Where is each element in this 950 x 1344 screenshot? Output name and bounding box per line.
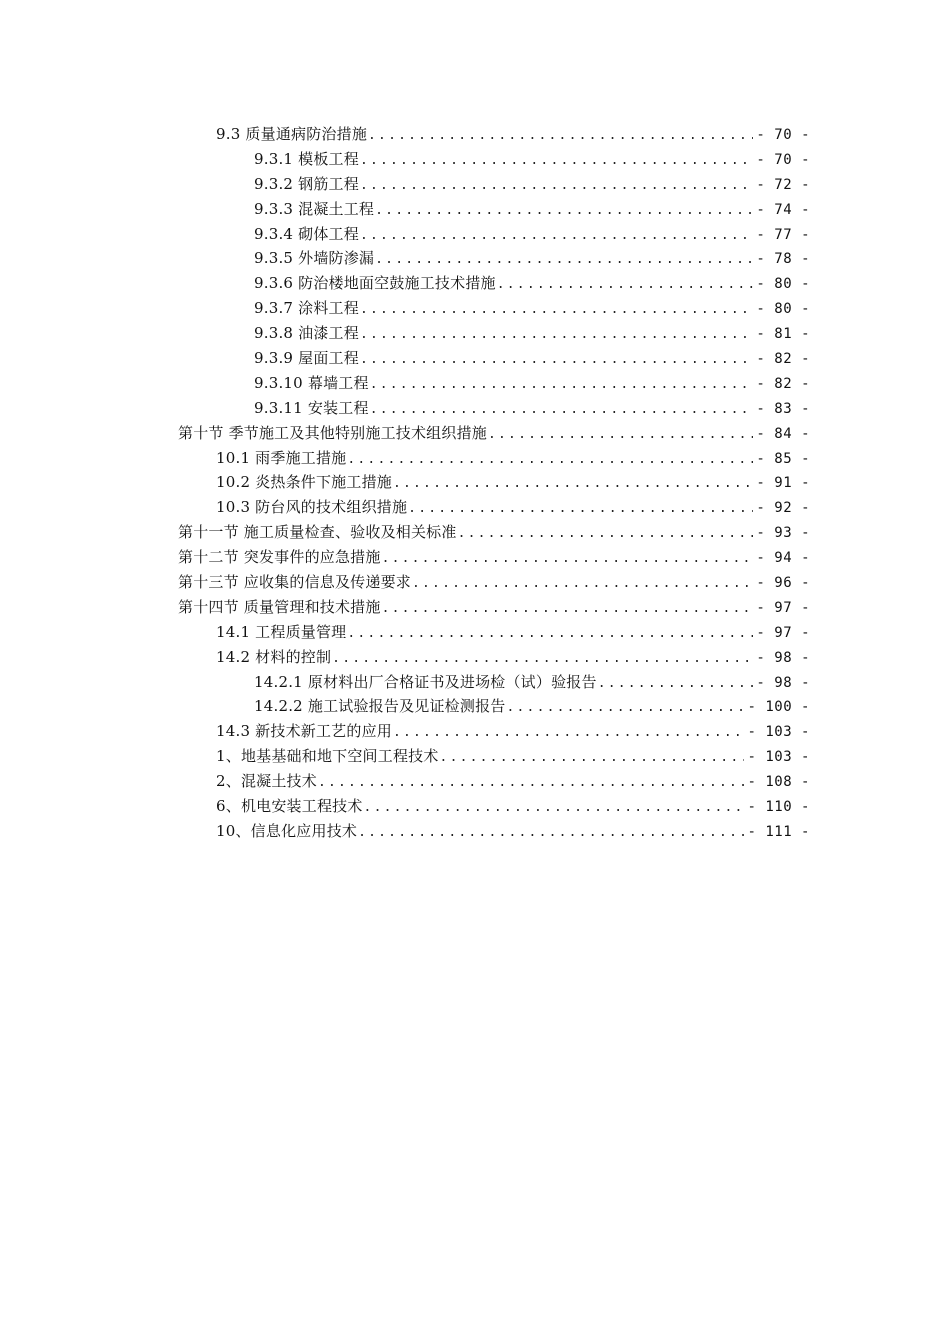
- toc-entry-10-3[interactable]: [178, 495, 810, 520]
- toc-dot-leader: [360, 348, 753, 371]
- toc-page-number: - 70 -: [756, 151, 810, 168]
- toc-page-number: - 92 -: [756, 500, 810, 517]
- toc-entry-label: 第十三节 应收集的信息及传递要求: [178, 573, 411, 592]
- toc-dot-leader: [332, 647, 753, 670]
- toc-dot-leader: [598, 672, 754, 695]
- toc-entry-9-3-6[interactable]: [178, 271, 810, 296]
- toc-dot-leader: [488, 423, 753, 446]
- toc-page-number: - 97 -: [756, 599, 810, 616]
- toc-entry-9-3-7[interactable]: [178, 296, 810, 321]
- toc-entry-label: 9.3.5 外墙防渗漏: [254, 249, 375, 268]
- toc-page-number: - 80 -: [756, 276, 810, 293]
- toc-entry-10-2[interactable]: [178, 470, 810, 495]
- toc-page-number: - 96 -: [756, 575, 810, 592]
- toc-page-number: - 70 -: [756, 127, 810, 143]
- toc-dot-leader: [360, 298, 753, 321]
- toc-dot-leader: [412, 572, 753, 595]
- toc-dot-leader: [408, 497, 753, 520]
- toc-entry-label: 14.2.1 原材料出厂合格证书及进场检（试）验报告: [254, 672, 597, 691]
- toc-dot-leader: [393, 721, 745, 744]
- toc-page-number: - 111 -: [747, 823, 810, 840]
- toc-entry-9-3-10[interactable]: [178, 371, 810, 396]
- toc-dot-leader: [360, 323, 753, 346]
- table-of-contents: [178, 122, 810, 844]
- toc-dot-leader: [393, 472, 753, 495]
- toc-entry-9-3-2[interactable]: [178, 172, 810, 197]
- toc-dot-leader: [497, 273, 754, 296]
- toc-page-number: - 103 -: [747, 749, 810, 766]
- toc-entry-label: 10、信息化应用技术: [216, 821, 358, 840]
- toc-entry-label: 9.3.11 安装工程: [254, 398, 369, 417]
- toc-entry-label: 14.2 材料的控制: [216, 647, 332, 666]
- toc-dot-leader: [364, 796, 745, 819]
- toc-entry-label: 第十二节 突发事件的应急措施: [178, 548, 381, 567]
- toc-page-number: - 93 -: [756, 525, 810, 542]
- toc-entry-14-3[interactable]: [178, 719, 810, 744]
- toc-page-number: - 94 -: [756, 550, 810, 567]
- toc-page-number: - 82 -: [756, 351, 810, 368]
- toc-dot-leader: [506, 696, 744, 719]
- toc-entry-label: 9.3.3 混凝土工程: [254, 199, 375, 218]
- toc-dot-leader: [458, 522, 754, 545]
- toc-entry-section-11[interactable]: [178, 520, 810, 545]
- toc-entry-label: 10.3 防台风的技术组织措施: [216, 498, 408, 517]
- toc-entry-label: 9.3.2 钢筋工程: [254, 174, 359, 193]
- toc-dot-leader: [370, 373, 754, 396]
- toc-entry-label: 9.3.4 砌体工程: [254, 224, 359, 243]
- toc-entry-label: 9.3.1 模板工程: [254, 149, 359, 168]
- toc-entry-14-2-1[interactable]: [178, 670, 810, 695]
- toc-entry-label: 10.1 雨季施工措施: [216, 448, 347, 467]
- toc-entry-label: 9.3.7 涂料工程: [254, 299, 359, 318]
- toc-entry-section-10[interactable]: [178, 421, 810, 446]
- toc-dot-leader: [358, 821, 744, 844]
- toc-entry-section-13[interactable]: [178, 570, 810, 595]
- toc-page-number: - 98 -: [756, 649, 810, 666]
- toc-entry-label: 第十一节 施工质量检查、验收及相关标准: [178, 523, 457, 542]
- toc-page-number: - 74 -: [756, 201, 810, 218]
- toc-dot-leader: [375, 248, 753, 271]
- toc-entry-label: 14.1 工程质量管理: [216, 622, 347, 641]
- toc-entry-tech-2[interactable]: [178, 769, 810, 794]
- toc-entry-label: 9.3 质量通病防治措施: [216, 125, 368, 143]
- toc-entry-9-3-1[interactable]: [178, 147, 810, 172]
- toc-entry-9-3-11[interactable]: [178, 396, 810, 421]
- toc-entry-9-3-5[interactable]: [178, 246, 810, 271]
- toc-page-number: - 108 -: [747, 774, 810, 791]
- toc-page-number: - 97 -: [756, 624, 810, 641]
- toc-dot-leader: [318, 771, 745, 794]
- toc-entry-label: 9.3.9 屋面工程: [254, 349, 359, 368]
- toc-entry-label: 14.3 新技术新工艺的应用: [216, 722, 392, 741]
- toc-dot-leader: [347, 448, 753, 471]
- toc-page-number: - 78 -: [756, 251, 810, 268]
- toc-entry-9-3-9[interactable]: [178, 346, 810, 371]
- toc-entry-label: 14.2.2 施工试验报告及见证检测报告: [254, 697, 506, 716]
- toc-dot-leader: [360, 224, 753, 247]
- toc-entry-section-12[interactable]: [178, 545, 810, 570]
- toc-page-number: - 80 -: [756, 301, 810, 318]
- toc-entry-tech-6[interactable]: [178, 794, 810, 819]
- toc-entry-label: 6、机电安装工程技术: [216, 797, 363, 816]
- toc-page-number: - 77 -: [756, 226, 810, 243]
- toc-entry-14-2-2[interactable]: [178, 694, 810, 719]
- toc-entry-9-3-3[interactable]: [178, 197, 810, 222]
- toc-page-number: - 103 -: [747, 724, 810, 741]
- toc-dot-leader: [440, 746, 745, 769]
- toc-page-number: - 82 -: [756, 375, 810, 392]
- toc-dot-leader: [360, 149, 753, 172]
- toc-dot-leader: [360, 174, 753, 197]
- toc-dot-leader: [368, 124, 753, 147]
- toc-entry-9-3[interactable]: [178, 122, 810, 147]
- toc-entry-label: 2、混凝土技术: [216, 772, 317, 791]
- toc-dot-leader: [375, 199, 753, 222]
- toc-dot-leader: [382, 597, 754, 620]
- toc-page-number: - 72 -: [756, 176, 810, 193]
- toc-dot-leader: [347, 622, 753, 645]
- toc-entry-label: 10.2 炎热条件下施工措施: [216, 473, 392, 492]
- toc-entry-label: 9.3.8 油漆工程: [254, 324, 359, 343]
- toc-entry-tech-1[interactable]: [178, 744, 810, 769]
- toc-entry-9-3-8[interactable]: [178, 321, 810, 346]
- toc-page-number: - 85 -: [756, 450, 810, 467]
- toc-entry-tech-10[interactable]: [178, 819, 810, 844]
- toc-entry-label: 9.3.10 幕墙工程: [254, 373, 369, 392]
- toc-entry-label: 第十四节 质量管理和技术措施: [178, 597, 381, 616]
- toc-entry-label: 1、地基基础和地下空间工程技术: [216, 747, 439, 766]
- toc-page-number: - 98 -: [756, 674, 810, 691]
- toc-entry-label: 第十节 季节施工及其他特别施工技术组织措施: [178, 423, 487, 442]
- toc-page-number: - 81 -: [756, 326, 810, 343]
- toc-page-number: - 110 -: [747, 799, 810, 816]
- toc-page-number: - 91 -: [756, 475, 810, 492]
- toc-entry-label: 9.3.6 防治楼地面空鼓施工技术措施: [254, 274, 496, 293]
- toc-dot-leader: [382, 547, 754, 570]
- toc-dot-leader: [370, 398, 754, 421]
- toc-entry-14-2[interactable]: [178, 645, 810, 670]
- toc-page-number: - 84 -: [756, 425, 810, 442]
- toc-entry-14-1[interactable]: [178, 620, 810, 645]
- toc-entry-section-14[interactable]: [178, 595, 810, 620]
- toc-page-number: - 83 -: [756, 400, 810, 417]
- toc-entry-10-1[interactable]: [178, 446, 810, 471]
- toc-entry-9-3-4[interactable]: [178, 222, 810, 247]
- toc-page-number: - 100 -: [747, 699, 810, 716]
